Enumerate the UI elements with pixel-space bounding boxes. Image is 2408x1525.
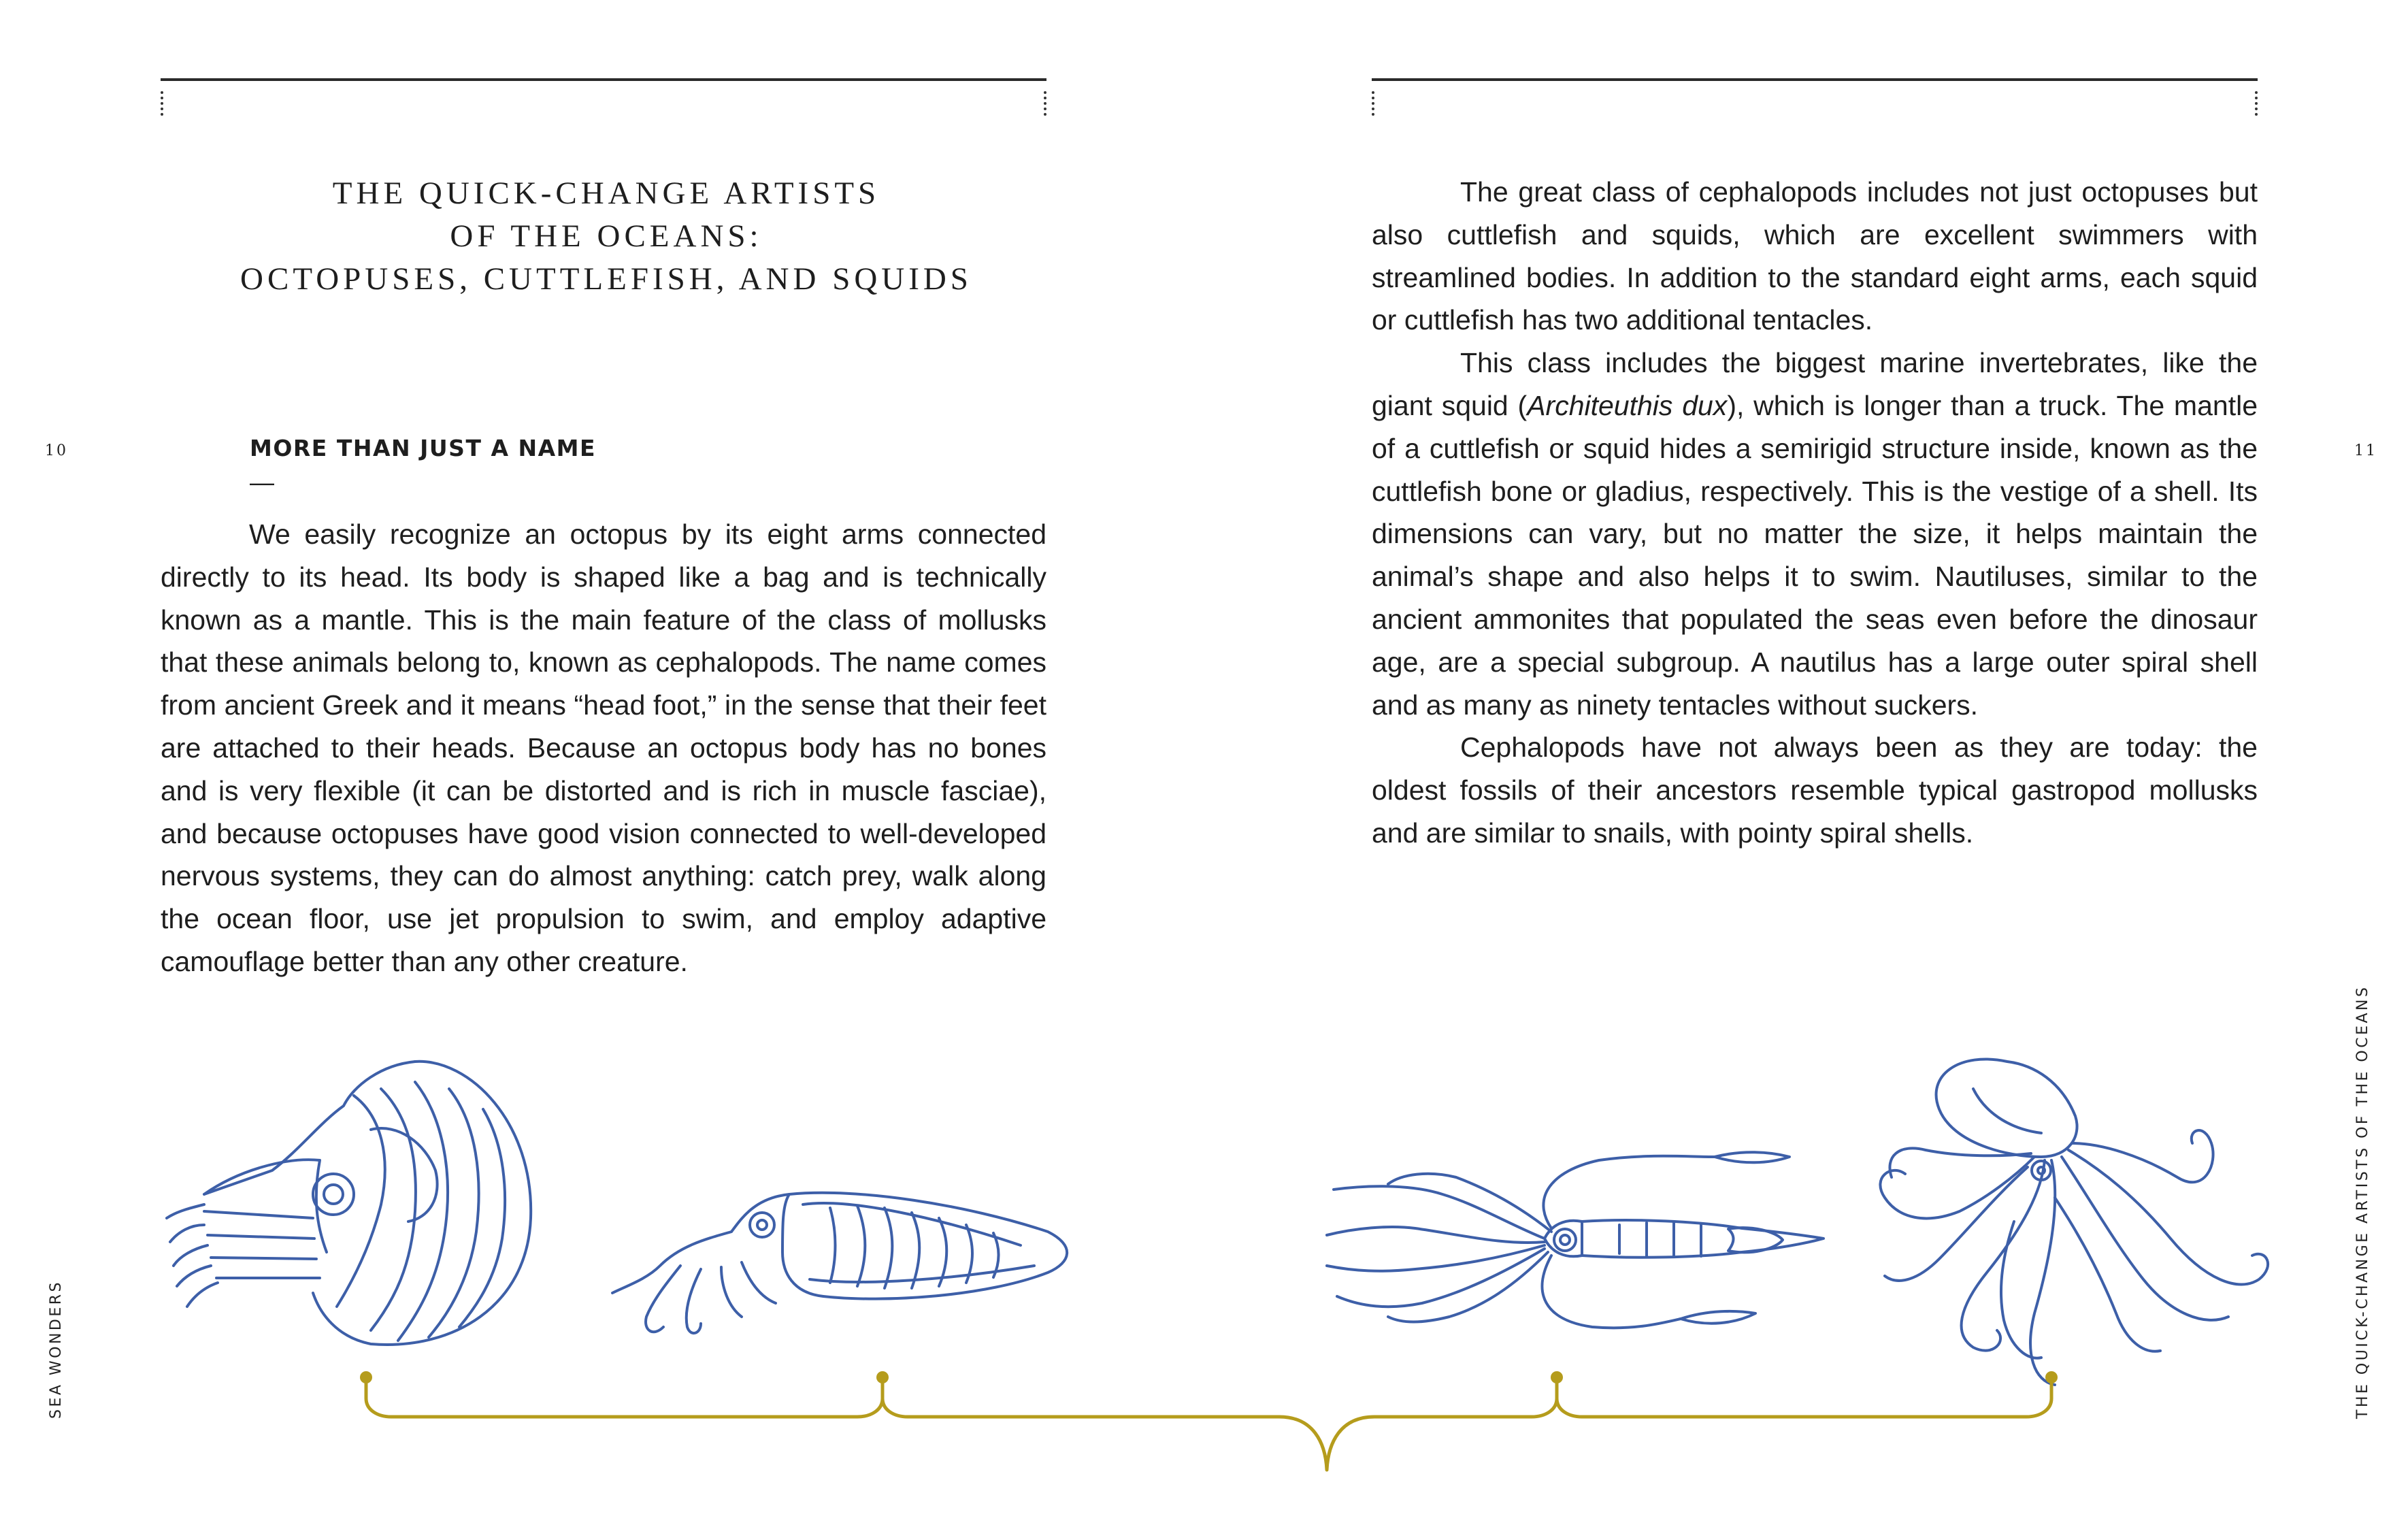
cuttlefish-illustration [612,1193,1067,1333]
running-footer: THE QUICK-CHANGE ARTISTS OF THE OCEANS [2354,985,2371,1419]
octopus-illustration [1880,1059,2268,1385]
chapter-title-line: OCTOPUSES, CUTTLEFISH, AND SQUIDS [240,261,972,297]
section-dash: — [250,468,274,496]
paragraph-text: This class includes the biggest marine invertebrates, like the giant squid ( [1372,347,2258,421]
page-number: 11 [2354,442,2377,459]
chapter-title-line: OF THE OCEANS: [450,218,763,254]
marker-dot [876,1371,889,1383]
marker-dot [360,1371,372,1383]
page-number: 10 [45,442,68,459]
paragraph: The great class of cephalopods includes not just octopuses but also cuttlefish and squids, which are excellent swimmers with streamlined bodies. In addition to the standard eight arms, each squid or cuttlefish has two additional tentacles. [1372,176,2258,336]
nautilus-illustration [167,1062,531,1345]
marker-dot [2045,1371,2058,1383]
paragraph-text: ), which is longer than a truck. The mantle of a cuttlefish or squid hides a semirigid structure inside, known as the cuttlefish bone or gladius, respectively. This is the vestige of a shell. Its dimensions can vary, but no matter the size, it helps maintain the animal’s shape and also helps it to swim. Nautiluses, similar to the ancient ammonites that populated the seas even before the dinosaur age, are a special subgroup. A nautilus has a large outer spiral shell and as many as ninety tentacles without suckers. [1372,389,2258,721]
running-footer: SEA WONDERS [48,1279,65,1419]
paragraph: We easily recognize an octopus by its eight arms connected directly to its head. Its body is shaped like a bag and is technically known as a mantle. This is the main feature of the class of mollusks that these animals belong to, known as cephalopods. The name comes from ancient Greek and it means “head foot,” in the sense that their feet are attached to their heads. Because an octopus body has no bones and is very flexible (it can be distorted and is rich in muscle fasciae), and because octopuses have good vision connected to well-developed nervous systems, they can do almost anything: catch prey, walk along the ocean floor, use jet propulsion to swim, and employ adaptive camouflage better than any other creature. [161,519,1046,977]
section-heading: MORE THAN JUST A NAME [250,435,597,461]
chapter-title-line: THE QUICK-CHANGE ARTISTS [332,176,880,211]
paragraph: Cephalopods have not always been as they are today: the oldest fossils of their ancestors resemble typical gastropod mollusks and are similar to snails, with pointy spiral shells. [1372,732,2258,849]
marker-dot [1551,1371,1563,1383]
bracket-connector [360,1371,2058,1470]
species-name: Architeuthis dux [1527,389,1728,421]
squid-illustration [1327,1152,1824,1328]
